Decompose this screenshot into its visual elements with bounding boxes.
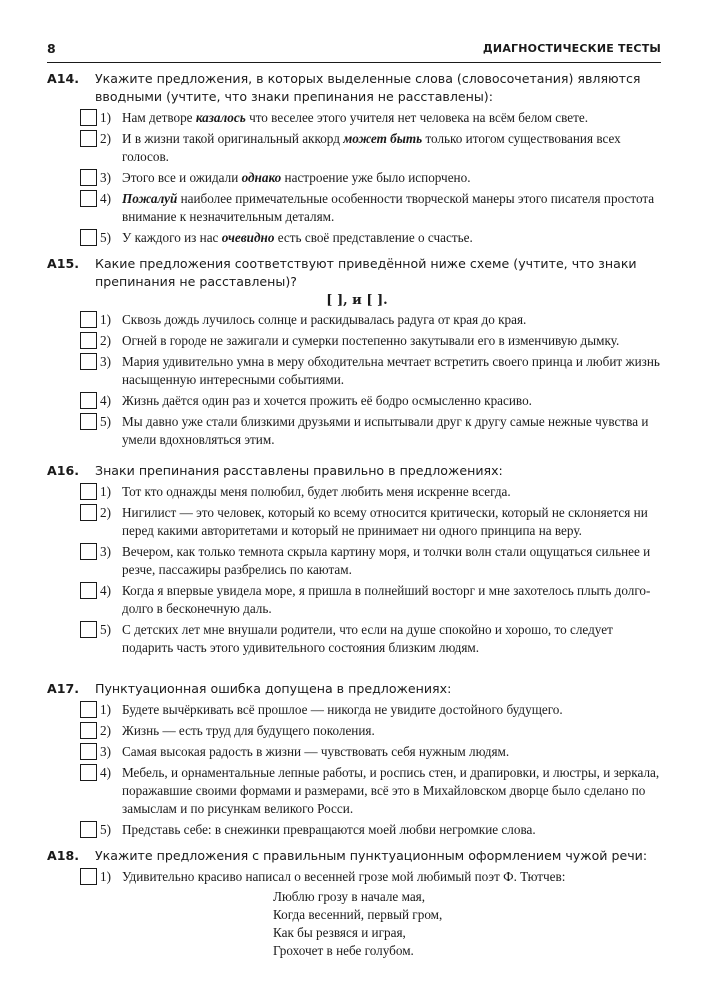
question-a18 — [47, 847, 667, 960]
option-text: Мы давно уже стали близкими друзьями и испытывали друг к другу самые нежные чувства и умели вдохновляться этим. — [122, 414, 649, 447]
option-text: Пожалуй наиболее примечательные особенности творческой манеры этого писателя простота внимание к незначительным деталям. — [122, 191, 655, 224]
answer-checkbox[interactable] — [80, 764, 97, 781]
highlighted-word: однако — [241, 170, 282, 185]
question-number: A15. — [47, 256, 80, 271]
option-text: Мария удивительно умна в меру обходительна мечтает встретить своего принца и любит жизнь насыщенную интересными событиями. — [122, 354, 660, 387]
answer-option — [80, 169, 667, 187]
answer-option — [80, 229, 667, 247]
option-text: Мебель, и орнаментальные лепные работы, и роспись стен, и драпировки, и люстры, и зеркала, поражавшие своими формами и размерами, всё это в Михайловском дворце было сделано по замыслам и по рисункам великого Росси. — [122, 765, 660, 816]
question-header — [47, 680, 667, 698]
question-header — [47, 462, 667, 480]
answer-checkbox[interactable] — [80, 190, 97, 207]
question-number: A16. — [47, 463, 80, 478]
answer-option — [80, 109, 667, 127]
answer-checkbox[interactable] — [80, 109, 97, 126]
answer-option — [80, 130, 667, 166]
answer-option — [80, 868, 667, 886]
poem-line: Как бы резвяся и играя, — [273, 925, 406, 940]
option-number: 4) — [100, 583, 111, 598]
answer-checkbox[interactable] — [80, 413, 97, 430]
option-number: 4) — [100, 393, 111, 408]
option-text: С детских лет мне внушали родители, что если на душе спокойно и хорошо, то следует подарить часть этого удивительного состояния близким людям. — [122, 622, 613, 655]
poem-quote — [273, 888, 667, 960]
answer-option — [80, 413, 667, 449]
question-text: Укажите предложения с правильным пунктуационным оформлением чужой речи: — [95, 848, 648, 863]
option-number: 3) — [100, 744, 111, 759]
option-number: 5) — [100, 414, 111, 429]
answer-option — [80, 543, 667, 579]
answer-checkbox[interactable] — [80, 392, 97, 409]
question-text: Пунктуационная ошибка допущена в предложениях: — [95, 681, 452, 696]
option-text: Когда я впервые увидела море, я пришла в полнейший восторг и мне захотелось плыть долго-долго в бесконечную даль. — [122, 583, 651, 616]
answer-option — [80, 504, 667, 540]
poem-line: Когда весенний, первый гром, — [273, 907, 443, 922]
question-number: A17. — [47, 681, 80, 696]
answer-option — [80, 392, 667, 410]
option-text: И в жизни такой оригинальный аккорд может быть только итогом существования всех голосов. — [122, 131, 621, 164]
option-text: Этого все и ожидали однако настроение уже было испорчено. — [122, 170, 471, 185]
page-number: 8 — [47, 41, 56, 56]
question-text: Укажите предложения, в которых выделенные слова (словосочетания) являются вводными (учтите, что знаки препинания не расставлены): — [95, 71, 641, 104]
option-number: 1) — [100, 110, 111, 125]
option-number: 2) — [100, 723, 111, 738]
answer-option — [80, 332, 667, 350]
option-number: 5) — [100, 230, 111, 245]
question-number: A18. — [47, 848, 80, 863]
question-text: Знаки препинания расставлены правильно в предложениях: — [95, 463, 503, 478]
option-text: Жизнь — есть труд для будущего поколения. — [122, 723, 375, 738]
option-text: Нигилист — это человек, который ко всему относится критически, который не склоняется ни перед какими авторитетами и который не принимает ни одного принципа на веру. — [122, 505, 648, 538]
question-number: A14. — [47, 71, 80, 86]
answer-checkbox[interactable] — [80, 229, 97, 246]
option-number: 1) — [100, 484, 111, 499]
answer-checkbox[interactable] — [80, 353, 97, 370]
page-header — [47, 40, 661, 63]
option-number: 3) — [100, 544, 111, 559]
option-text: Тот кто однажды меня полюбил, будет любить меня искренне всегда. — [122, 484, 511, 499]
answer-checkbox[interactable] — [80, 543, 97, 560]
option-text: Нам детворе казалось что веселее этого учителя нет человека на всём белом свете. — [122, 110, 589, 125]
option-text: Представь себе: в снежинки превращаются моей любви негромкие слова. — [122, 822, 536, 837]
highlighted-word: казалось — [195, 110, 246, 125]
answer-option — [80, 743, 667, 761]
option-number: 4) — [100, 765, 111, 780]
answer-checkbox[interactable] — [80, 621, 97, 638]
poem-line: Грохочет в небе голубом. — [273, 943, 414, 958]
question-a14 — [47, 70, 667, 247]
answer-option — [80, 353, 667, 389]
answer-option — [80, 722, 667, 740]
question-a17 — [47, 680, 667, 839]
answer-option — [80, 621, 667, 657]
option-number: 5) — [100, 622, 111, 637]
answer-checkbox[interactable] — [80, 821, 97, 838]
answer-checkbox[interactable] — [80, 483, 97, 500]
answer-option — [80, 190, 667, 226]
answer-checkbox[interactable] — [80, 868, 97, 885]
answer-option — [80, 311, 667, 329]
option-text: Сквозь дождь лучилось солнце и раскидывалась радуга от края до края. — [122, 312, 527, 327]
answer-option — [80, 701, 667, 719]
option-number: 2) — [100, 505, 111, 520]
answer-option — [80, 483, 667, 501]
question-header — [47, 70, 667, 106]
answer-option — [80, 582, 667, 618]
option-number: 1) — [100, 312, 111, 327]
answer-checkbox[interactable] — [80, 743, 97, 760]
option-number: 1) — [100, 702, 111, 717]
sentence-scheme: [ ], и [ ]. — [326, 293, 388, 308]
option-text: Жизнь даётся один раз и хочется прожить её бодро осмысленно красиво. — [122, 393, 532, 408]
poem-line: Люблю грозу в начале мая, — [273, 889, 426, 904]
question-text: Какие предложения соответствуют приведённой ниже схеме (учтите, что знаки препинания не расставлены)? — [95, 256, 637, 289]
answer-checkbox[interactable] — [80, 130, 97, 147]
question-a16 — [47, 462, 667, 657]
answer-checkbox[interactable] — [80, 332, 97, 349]
option-number: 2) — [100, 333, 111, 348]
question-a15 — [47, 255, 667, 449]
option-text: Удивительно красиво написал о весенней грозе мой любимый поэт Ф. Тютчев: — [122, 869, 566, 884]
option-number: 5) — [100, 822, 111, 837]
answer-checkbox[interactable] — [80, 311, 97, 328]
option-text: Вечером, как только темнота скрыла картину моря, и толчки волн стали ощущаться сильнее и резче, пассажиры разбрелись по каютам. — [122, 544, 651, 577]
option-text: У каждого из нас очевидно есть своё представление о счастье. — [122, 230, 473, 245]
section-title: ДИАГНОСТИЧЕСКИЕ ТЕСТЫ — [482, 42, 661, 55]
answer-option — [80, 821, 667, 839]
answer-option — [80, 764, 667, 818]
option-number: 3) — [100, 170, 111, 185]
question-header — [47, 847, 667, 865]
answer-checkbox[interactable] — [80, 582, 97, 599]
option-text: Самая высокая радость в жизни — чувствовать себя нужным людям. — [122, 744, 510, 759]
option-number: 4) — [100, 191, 111, 206]
highlighted-word: очевидно — [221, 230, 275, 245]
highlighted-word: Пожалуй — [122, 191, 178, 206]
option-number: 1) — [100, 869, 111, 884]
answer-checkbox[interactable] — [80, 701, 97, 718]
option-number: 3) — [100, 354, 111, 369]
answer-checkbox[interactable] — [80, 169, 97, 186]
option-text: Огней в городе не зажигали и сумерки постепенно закутывали его в изменчивую дымку. — [122, 333, 620, 348]
option-number: 2) — [100, 131, 111, 146]
answer-checkbox[interactable] — [80, 722, 97, 739]
answer-checkbox[interactable] — [80, 504, 97, 521]
highlighted-word: может быть — [343, 131, 423, 146]
question-header — [47, 255, 667, 291]
option-text: Будете вычёркивать всё прошлое — никогда не увидите достойного будущего. — [122, 702, 563, 717]
